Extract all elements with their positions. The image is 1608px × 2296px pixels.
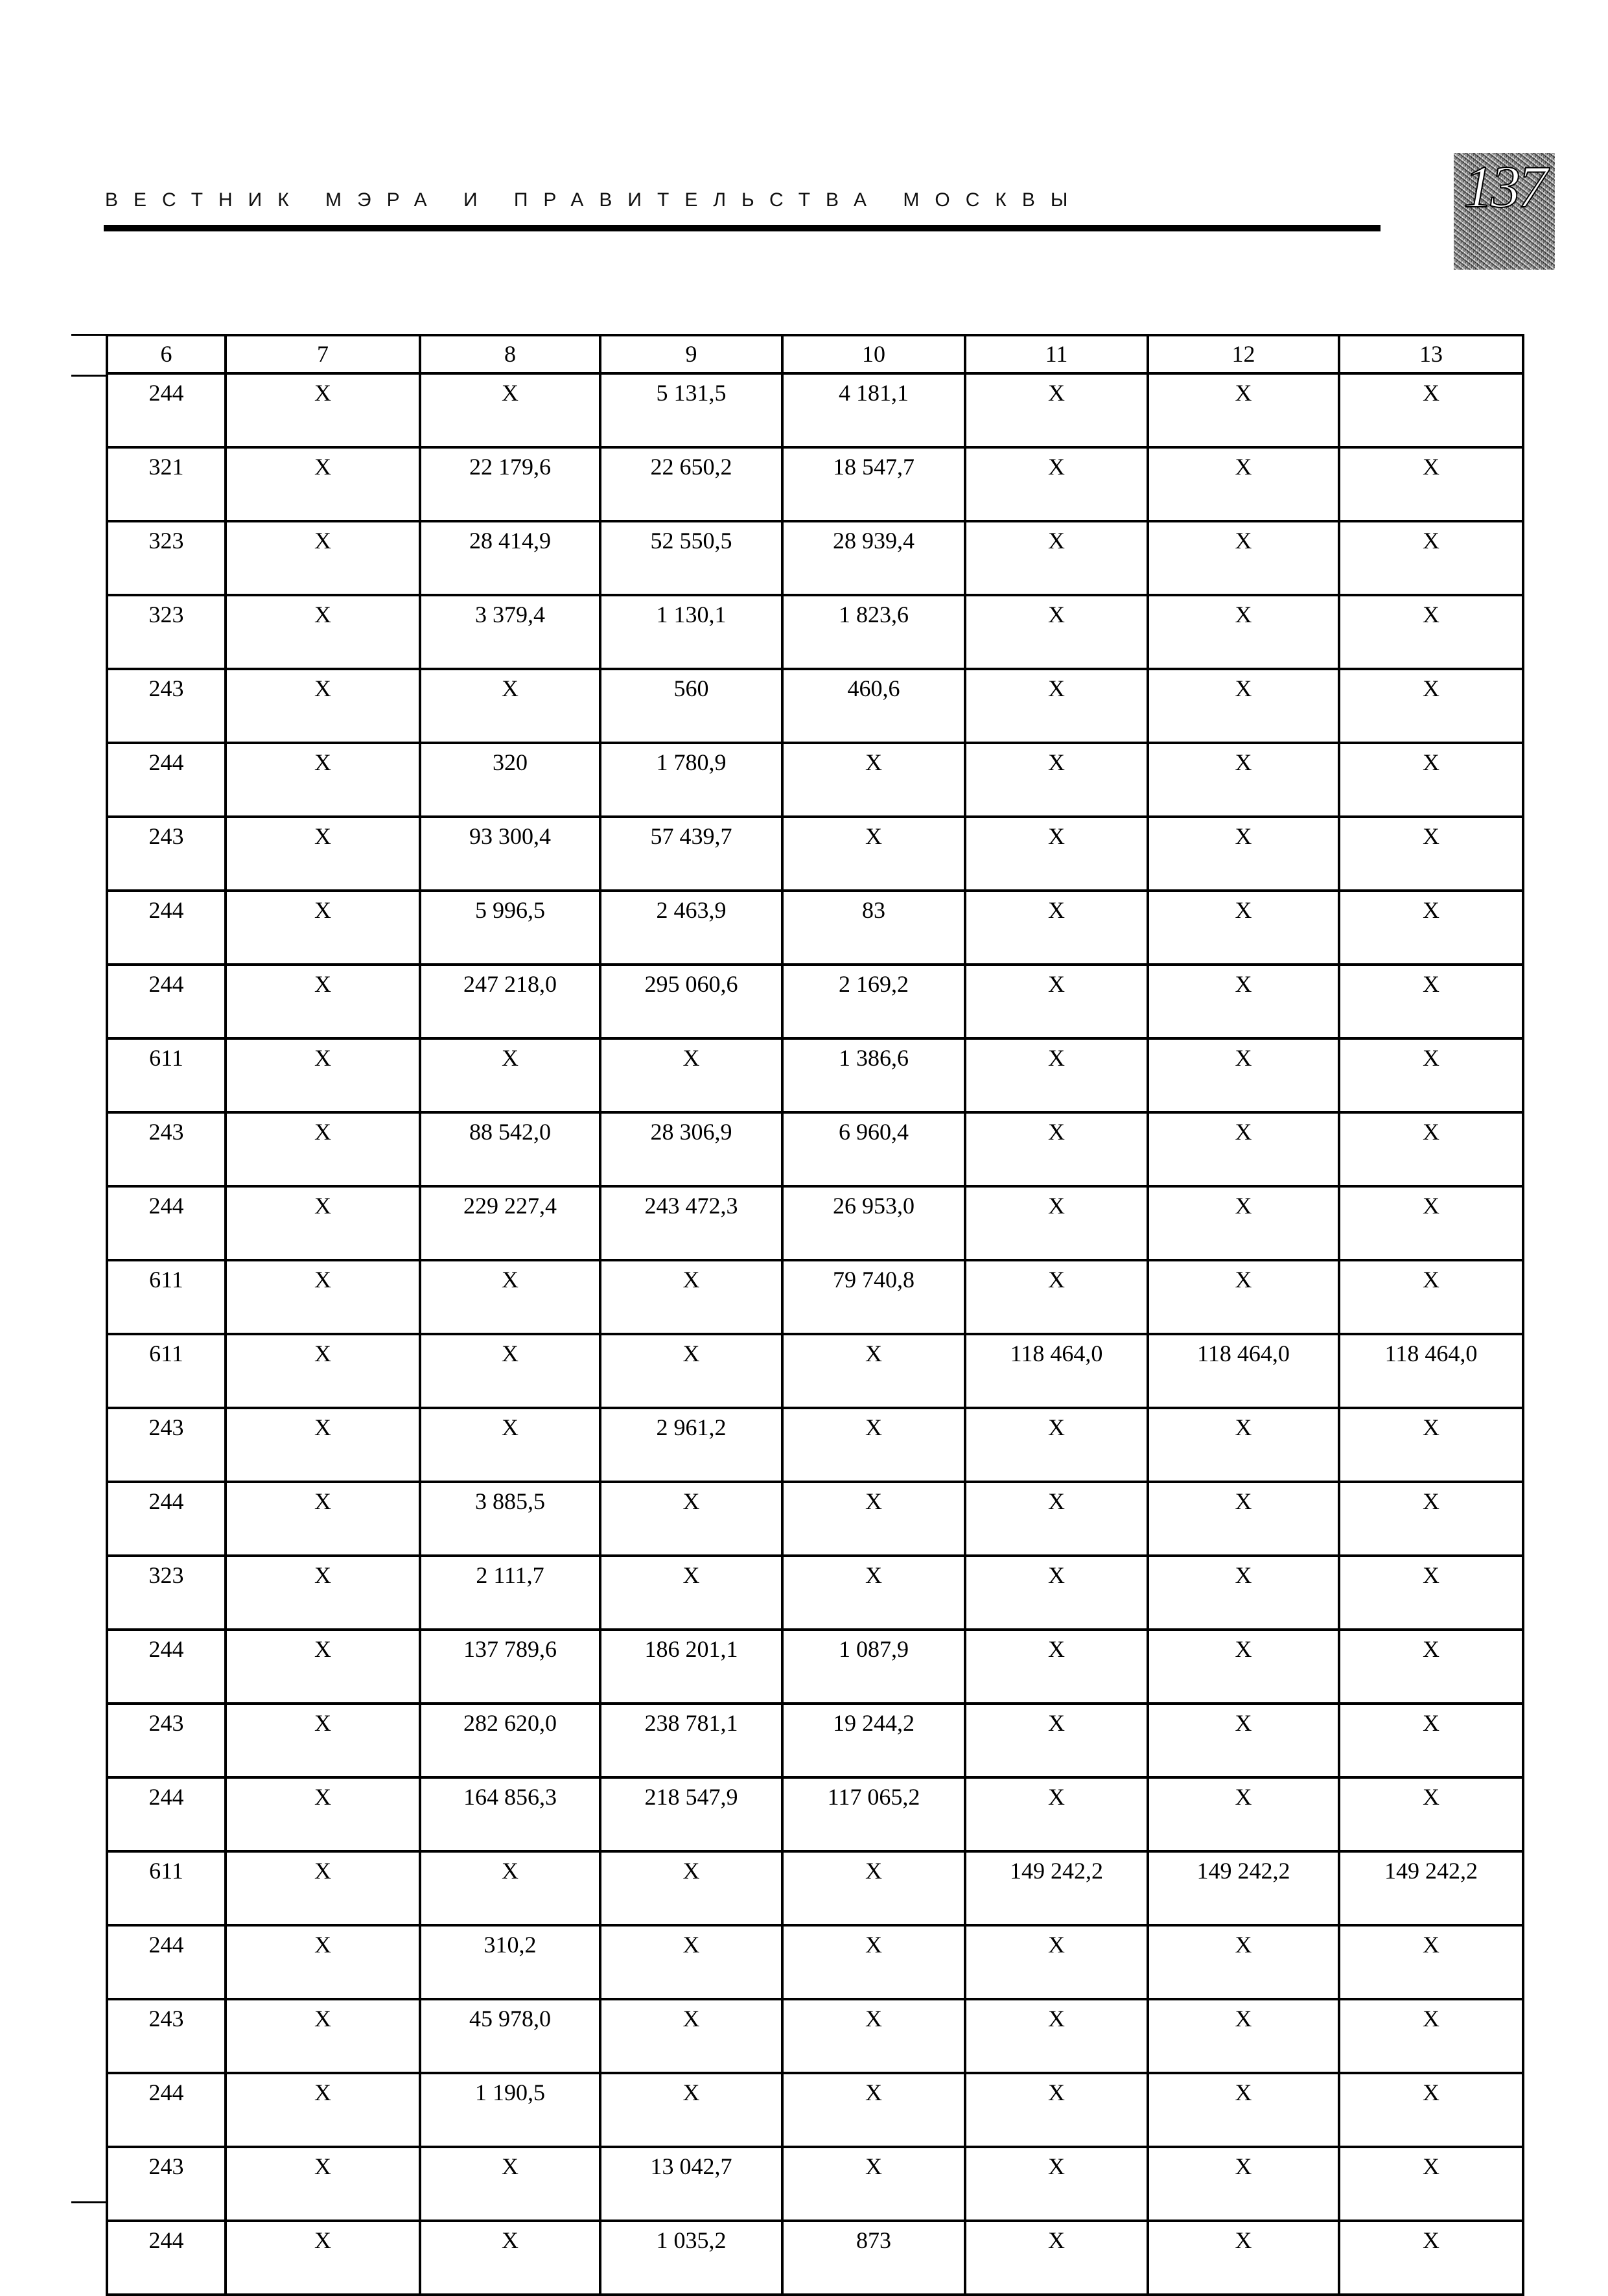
- table-cell: 79 740,8: [782, 1260, 965, 1334]
- table-cell: X: [1339, 1482, 1523, 1556]
- table-cell: X: [1339, 669, 1523, 743]
- table-cell: 5 996,5: [420, 891, 600, 965]
- table-cell: X: [1339, 965, 1523, 1038]
- table-cell: 243: [107, 817, 226, 891]
- table-cell: 19 244,2: [782, 1704, 965, 1777]
- table-cell: X: [420, 2221, 600, 2295]
- table-cell: X: [1148, 373, 1339, 447]
- table-cell: X: [1339, 2073, 1523, 2147]
- table-cell: 310,2: [420, 1925, 600, 1999]
- table-row: [107, 521, 1523, 595]
- table-cell: 93 300,4: [420, 817, 600, 891]
- table-cell: 137 789,6: [420, 1630, 600, 1704]
- table-cell: X: [600, 1925, 782, 1999]
- table-cell: X: [600, 2073, 782, 2147]
- table-cell: 22 179,6: [420, 447, 600, 521]
- table-cell: X: [600, 1334, 782, 1408]
- table-cell: X: [965, 2073, 1148, 2147]
- table-cell: 1 087,9: [782, 1630, 965, 1704]
- table-row: [107, 2073, 1523, 2147]
- table-cell: X: [1339, 373, 1523, 447]
- table-cell: X: [1148, 965, 1339, 1038]
- table-row: [107, 817, 1523, 891]
- table-cell: 1 130,1: [600, 595, 782, 669]
- table-cell: X: [1339, 1112, 1523, 1186]
- table-cell: X: [1148, 1999, 1339, 2073]
- table-row: [107, 965, 1523, 1038]
- table-left-stub-top: [71, 334, 106, 336]
- table-cell: X: [226, 1408, 420, 1482]
- table-cell: X: [1339, 1556, 1523, 1630]
- table-cell: X: [226, 2147, 420, 2221]
- table-cell: X: [965, 595, 1148, 669]
- table-cell: X: [1148, 1482, 1339, 1556]
- table-cell: X: [600, 1851, 782, 1925]
- table-cell: X: [965, 669, 1148, 743]
- table-cell: X: [1148, 1038, 1339, 1112]
- table-cell: X: [1148, 1260, 1339, 1334]
- table-row: [107, 1334, 1523, 1408]
- table-cell: X: [226, 891, 420, 965]
- column-header: 10: [782, 335, 965, 373]
- table-row: [107, 1925, 1523, 1999]
- table-cell: X: [420, 1408, 600, 1482]
- table-cell: X: [226, 373, 420, 447]
- table-cell: X: [226, 1851, 420, 1925]
- table-cell: 3 885,5: [420, 1482, 600, 1556]
- table-cell: X: [1148, 1777, 1339, 1851]
- table-cell: X: [782, 1999, 965, 2073]
- table-cell: 323: [107, 1556, 226, 1630]
- table-row: [107, 2221, 1523, 2295]
- table-cell: 611: [107, 1851, 226, 1925]
- table-cell: 149 242,2: [965, 1851, 1148, 1925]
- table-cell: X: [965, 965, 1148, 1038]
- table-cell: 243 472,3: [600, 1186, 782, 1260]
- table-row: [107, 373, 1523, 447]
- table-cell: X: [600, 1999, 782, 2073]
- table-cell: X: [226, 2221, 420, 2295]
- table-cell: X: [420, 373, 600, 447]
- table-cell: X: [782, 743, 965, 817]
- table-cell: 243: [107, 669, 226, 743]
- table-cell: X: [226, 447, 420, 521]
- table-cell: 1 190,5: [420, 2073, 600, 2147]
- table-cell: 45 978,0: [420, 1999, 600, 2073]
- table-cell: X: [1339, 1408, 1523, 1482]
- table-cell: 186 201,1: [600, 1630, 782, 1704]
- table-cell: 244: [107, 2221, 226, 2295]
- column-header: 11: [965, 335, 1148, 373]
- running-head: ВЕСТНИК МЭРА И ПРАВИТЕЛЬСТВА МОСКВЫ: [105, 189, 1084, 211]
- table-row: [107, 1704, 1523, 1777]
- table-cell: 118 464,0: [1339, 1334, 1523, 1408]
- table-cell: X: [600, 1482, 782, 1556]
- table-row: [107, 595, 1523, 669]
- table-cell: 243: [107, 1999, 226, 2073]
- table-cell: X: [1339, 1186, 1523, 1260]
- table-cell: 18 547,7: [782, 447, 965, 521]
- table-cell: X: [1339, 447, 1523, 521]
- table-row: [107, 1556, 1523, 1630]
- table-cell: X: [420, 2147, 600, 2221]
- table-cell: X: [420, 1851, 600, 1925]
- table-cell: X: [1148, 1925, 1339, 1999]
- table-cell: X: [226, 1334, 420, 1408]
- table-cell: 2 111,7: [420, 1556, 600, 1630]
- table-cell: X: [226, 1777, 420, 1851]
- table-cell: 560: [600, 669, 782, 743]
- table-cell: X: [965, 817, 1148, 891]
- table-cell: X: [1339, 2221, 1523, 2295]
- table-cell: 323: [107, 521, 226, 595]
- table-cell: X: [600, 1556, 782, 1630]
- table-cell: 247 218,0: [420, 965, 600, 1038]
- table-row: [107, 1999, 1523, 2073]
- table-cell: X: [1339, 817, 1523, 891]
- table-row: [107, 1112, 1523, 1186]
- table-cell: X: [1339, 1704, 1523, 1777]
- table-cell: X: [1339, 1038, 1523, 1112]
- table-cell: 244: [107, 1186, 226, 1260]
- column-header: 8: [420, 335, 600, 373]
- column-header: 12: [1148, 335, 1339, 373]
- table-cell: 244: [107, 891, 226, 965]
- table-cell: X: [1148, 521, 1339, 595]
- table-cell: X: [1148, 595, 1339, 669]
- table-cell: 243: [107, 2147, 226, 2221]
- table-cell: 1 780,9: [600, 743, 782, 817]
- table-cell: X: [965, 1038, 1148, 1112]
- table-row: [107, 1408, 1523, 1482]
- table-cell: X: [782, 2147, 965, 2221]
- table-cell: X: [1148, 1186, 1339, 1260]
- table-cell: X: [1148, 447, 1339, 521]
- table-cell: 229 227,4: [420, 1186, 600, 1260]
- table-cell: X: [1148, 2073, 1339, 2147]
- table-cell: X: [1148, 1408, 1339, 1482]
- table-cell: X: [1339, 595, 1523, 669]
- table-cell: X: [1339, 1630, 1523, 1704]
- table-cell: X: [226, 965, 420, 1038]
- table-row: [107, 447, 1523, 521]
- table-cell: X: [226, 1704, 420, 1777]
- table-cell: X: [600, 1038, 782, 1112]
- table-cell: X: [226, 1999, 420, 2073]
- column-header: 9: [600, 335, 782, 373]
- table-cell: X: [1339, 891, 1523, 965]
- table-cell: X: [226, 1630, 420, 1704]
- table-cell: X: [782, 1334, 965, 1408]
- table-cell: 243: [107, 1112, 226, 1186]
- table-cell: 2 169,2: [782, 965, 965, 1038]
- table-cell: X: [226, 669, 420, 743]
- table-row: [107, 1482, 1523, 1556]
- table-cell: X: [226, 1260, 420, 1334]
- table-cell: 149 242,2: [1148, 1851, 1339, 1925]
- table-header-row: [107, 335, 1523, 373]
- table-cell: X: [1339, 1925, 1523, 1999]
- table-cell: 611: [107, 1260, 226, 1334]
- table-body: [107, 373, 1523, 2295]
- table-cell: X: [226, 743, 420, 817]
- table-cell: 218 547,9: [600, 1777, 782, 1851]
- table-cell: 323: [107, 595, 226, 669]
- table-cell: 149 242,2: [1339, 1851, 1523, 1925]
- table-cell: 321: [107, 447, 226, 521]
- table-cell: X: [226, 595, 420, 669]
- table-cell: 3 379,4: [420, 595, 600, 669]
- table-cell: 244: [107, 1777, 226, 1851]
- table-row: [107, 743, 1523, 817]
- table-cell: X: [1148, 2221, 1339, 2295]
- table-cell: X: [965, 1260, 1148, 1334]
- table-cell: X: [226, 1925, 420, 1999]
- table-cell: 57 439,7: [600, 817, 782, 891]
- table-cell: 244: [107, 373, 226, 447]
- table-cell: X: [226, 521, 420, 595]
- table-cell: X: [1339, 521, 1523, 595]
- data-table: [106, 334, 1524, 2296]
- table-cell: X: [965, 1186, 1148, 1260]
- table-cell: X: [1339, 1260, 1523, 1334]
- table-cell: 28 414,9: [420, 521, 600, 595]
- table-cell: X: [1339, 1999, 1523, 2073]
- table-cell: 2 463,9: [600, 891, 782, 965]
- table-cell: X: [226, 1482, 420, 1556]
- table-cell: 244: [107, 1482, 226, 1556]
- table-cell: X: [420, 1038, 600, 1112]
- table-left-stub-header: [71, 375, 106, 377]
- table-left-stub-bottom: [71, 2201, 106, 2203]
- table-cell: X: [782, 1851, 965, 1925]
- table-cell: 1 823,6: [782, 595, 965, 669]
- table-cell: 118 464,0: [965, 1334, 1148, 1408]
- table-cell: X: [420, 1260, 600, 1334]
- table-cell: 320: [420, 743, 600, 817]
- table-row: [107, 1630, 1523, 1704]
- table-cell: X: [965, 447, 1148, 521]
- table-cell: 1 035,2: [600, 2221, 782, 2295]
- table-cell: X: [1339, 743, 1523, 817]
- column-header: 6: [107, 335, 226, 373]
- table-cell: X: [1148, 891, 1339, 965]
- table-cell: X: [965, 1777, 1148, 1851]
- table-cell: 52 550,5: [600, 521, 782, 595]
- table-cell: 1 386,6: [782, 1038, 965, 1112]
- table-cell: X: [1148, 669, 1339, 743]
- table-cell: X: [782, 2073, 965, 2147]
- table-row: [107, 669, 1523, 743]
- table-cell: 6 960,4: [782, 1112, 965, 1186]
- table-cell: X: [1148, 1556, 1339, 1630]
- table-cell: X: [226, 1186, 420, 1260]
- table-cell: 118 464,0: [1148, 1334, 1339, 1408]
- table-cell: 13 042,7: [600, 2147, 782, 2221]
- table-cell: X: [782, 1408, 965, 1482]
- table-cell: 295 060,6: [600, 965, 782, 1038]
- table-cell: 244: [107, 965, 226, 1038]
- table-cell: 28 306,9: [600, 1112, 782, 1186]
- table-cell: X: [1339, 2147, 1523, 2221]
- table-cell: X: [782, 1556, 965, 1630]
- table-row: [107, 1186, 1523, 1260]
- table-cell: 243: [107, 1704, 226, 1777]
- table-cell: X: [965, 521, 1148, 595]
- table-row: [107, 2147, 1523, 2221]
- table-cell: 244: [107, 1630, 226, 1704]
- table-cell: X: [965, 1112, 1148, 1186]
- table-cell: X: [965, 1630, 1148, 1704]
- table-cell: 117 065,2: [782, 1777, 965, 1851]
- table-cell: X: [226, 2073, 420, 2147]
- table-cell: X: [965, 373, 1148, 447]
- table-cell: X: [965, 891, 1148, 965]
- table-cell: 28 939,4: [782, 521, 965, 595]
- table-cell: X: [782, 1482, 965, 1556]
- column-header: 7: [226, 335, 420, 373]
- table-cell: 4 181,1: [782, 373, 965, 447]
- table-row: [107, 1260, 1523, 1334]
- table-cell: 873: [782, 2221, 965, 2295]
- table-cell: 88 542,0: [420, 1112, 600, 1186]
- table-cell: 26 953,0: [782, 1186, 965, 1260]
- table-cell: X: [782, 1925, 965, 1999]
- table-cell: X: [1148, 1630, 1339, 1704]
- table-cell: X: [965, 1704, 1148, 1777]
- table-cell: X: [420, 1334, 600, 1408]
- table-cell: X: [420, 669, 600, 743]
- table-cell: 611: [107, 1038, 226, 1112]
- table-cell: X: [1148, 817, 1339, 891]
- page-number: 137: [1463, 154, 1545, 220]
- table-cell: X: [226, 817, 420, 891]
- table-cell: X: [965, 1925, 1148, 1999]
- table-cell: 244: [107, 2073, 226, 2147]
- table-cell: 164 856,3: [420, 1777, 600, 1851]
- table-cell: 5 131,5: [600, 373, 782, 447]
- table-cell: X: [965, 1482, 1148, 1556]
- table-cell: X: [965, 2147, 1148, 2221]
- table-cell: 244: [107, 1925, 226, 1999]
- table-cell: X: [1148, 2147, 1339, 2221]
- table-cell: X: [1148, 743, 1339, 817]
- table-row: [107, 891, 1523, 965]
- table-cell: X: [226, 1038, 420, 1112]
- table-cell: 282 620,0: [420, 1704, 600, 1777]
- table-cell: X: [782, 817, 965, 891]
- table-cell: X: [226, 1556, 420, 1630]
- column-header: 13: [1339, 335, 1523, 373]
- table-row: [107, 1038, 1523, 1112]
- table-cell: 244: [107, 743, 226, 817]
- table-cell: X: [600, 1260, 782, 1334]
- table-cell: X: [965, 743, 1148, 817]
- table-cell: X: [965, 2221, 1148, 2295]
- table-cell: 243: [107, 1408, 226, 1482]
- table-cell: 83: [782, 891, 965, 965]
- table-cell: X: [1148, 1704, 1339, 1777]
- table-cell: 2 961,2: [600, 1408, 782, 1482]
- page-number-badge: [1454, 153, 1555, 270]
- header-rule: [104, 225, 1381, 231]
- table-cell: 238 781,1: [600, 1704, 782, 1777]
- table-row: [107, 1777, 1523, 1851]
- table-cell: X: [965, 1408, 1148, 1482]
- table-cell: X: [1339, 1777, 1523, 1851]
- table-cell: 22 650,2: [600, 447, 782, 521]
- table-cell: X: [965, 1999, 1148, 2073]
- table-cell: 460,6: [782, 669, 965, 743]
- table-row: [107, 1851, 1523, 1925]
- table-cell: 611: [107, 1334, 226, 1408]
- table-cell: X: [1148, 1112, 1339, 1186]
- table-cell: X: [965, 1556, 1148, 1630]
- table-cell: X: [226, 1112, 420, 1186]
